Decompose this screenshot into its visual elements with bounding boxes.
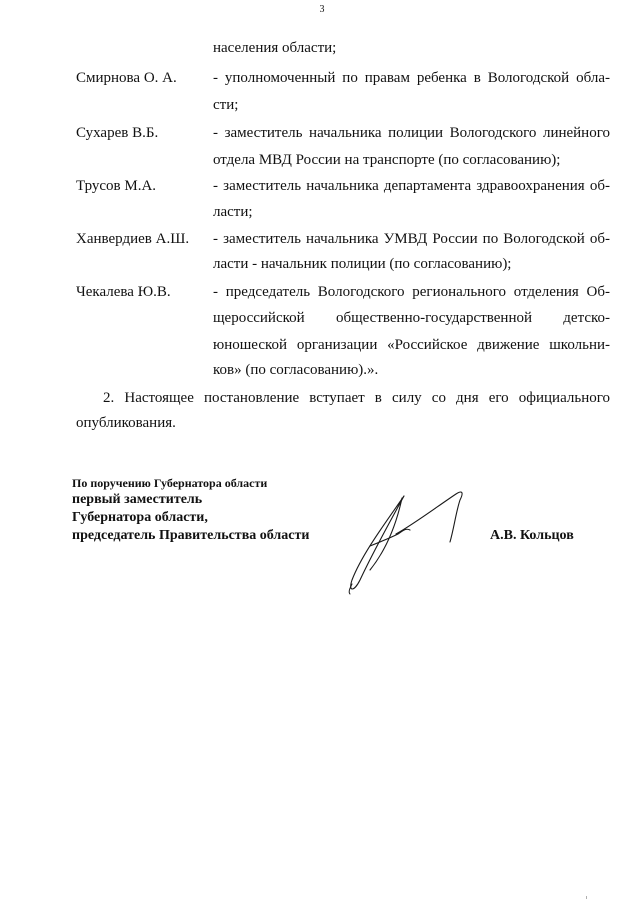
member-role-line: ласти - начальник полиции (по согласованию);: [213, 256, 512, 272]
paragraph-2-line-2: опубликования.: [76, 415, 176, 431]
paragraph-2-line-1: 2. Настоящее постановление вступает в силу со дня его официального: [103, 390, 610, 406]
member-role-line: - заместитель начальника департамента здравоохранения об-: [213, 178, 610, 194]
member-name: Ханвердиев А.Ш.: [76, 231, 190, 247]
member-name: Трусов М.А.: [76, 178, 157, 194]
member-role-line: - заместитель начальника УМВД России по Вологодской об-: [213, 231, 610, 247]
handwritten-signature: [340, 488, 480, 598]
member-role-line: - уполномоченный по правам ребенка в Вологодской обла-: [213, 70, 610, 86]
member-role-line: юношеской организации «Российское движение школьни-: [213, 337, 610, 353]
signer-name: А.В. Кольцов: [490, 528, 574, 543]
continuation-line: населения области;: [213, 40, 337, 56]
member-name: Чекалева Ю.В.: [76, 284, 171, 300]
signature-title-line-1: первый заместитель: [72, 492, 203, 507]
member-role-line: - председатель Вологодского регионального отделения Об-: [213, 284, 610, 300]
signature-title-line-3: председатель Правительства области: [72, 528, 310, 543]
scan-mark: [586, 896, 587, 899]
member-role-line: щероссийской общественно-государственной детско-: [213, 310, 610, 326]
page-number: 3: [319, 4, 325, 15]
member-role-line: ласти;: [213, 204, 253, 220]
member-role-line: отдела МВД России на транспорте (по согласованию);: [213, 152, 561, 168]
member-name: Сухарев В.Б.: [76, 125, 159, 141]
member-name: Смирнова О. А.: [76, 70, 177, 86]
member-role-line: ков» (по согласованию).».: [213, 362, 379, 378]
member-role-line: сти;: [213, 97, 239, 113]
member-role-line: - заместитель начальника полиции Вологодского линейного: [213, 125, 610, 141]
signature-title-line-2: Губернатора области,: [72, 510, 208, 525]
signature-by-order: По поручению Губернатора области: [72, 476, 268, 490]
